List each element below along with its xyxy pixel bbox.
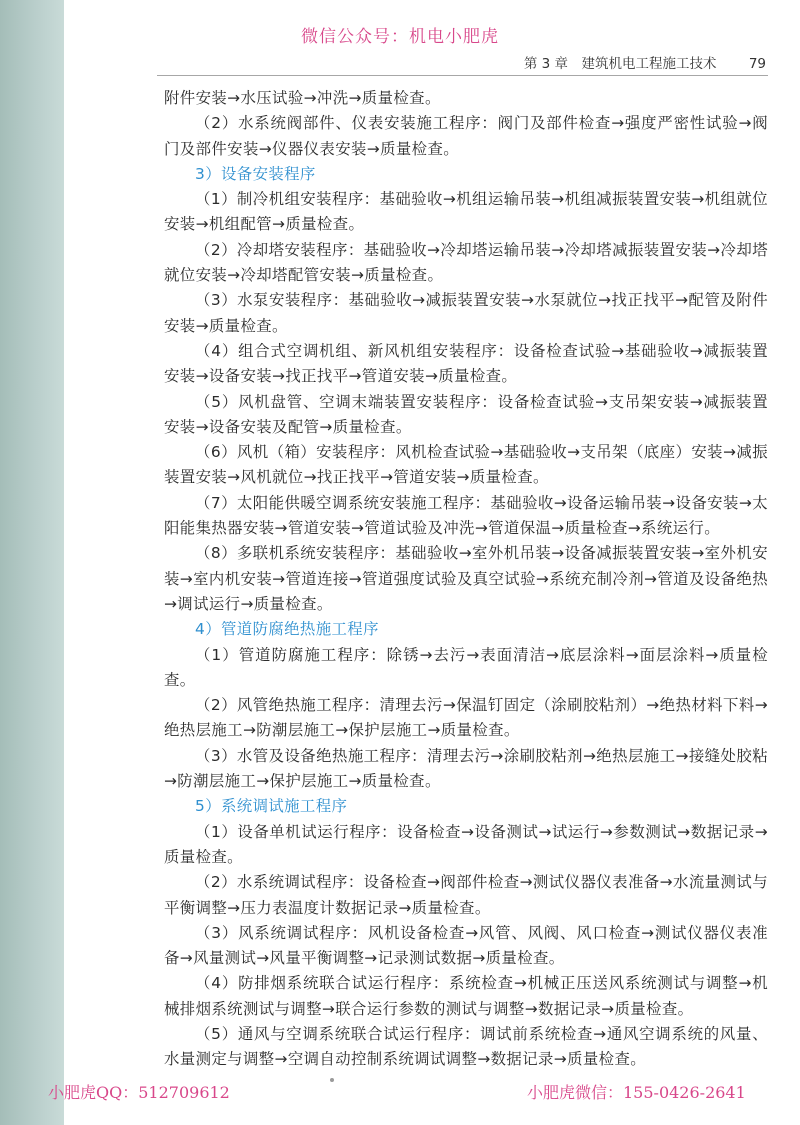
body-paragraph: （1）设备单机试运行程序：设备检查→设备测试→试运行→参数测试→数据记录→质量检查。: [164, 822, 768, 866]
body-paragraph: （5）通风与空调系统联合试运行程序：调试前系统检查→通风空调系统的风量、水量测定与调整→空调自动控制系统调试调整→数据记录→质量检查。: [164, 1024, 768, 1069]
body-paragraph: （2）冷却塔安装程序：基础验收→冷却塔运输吊装→冷却塔减振装置安装→冷却塔就位安装→冷却塔配管安装→质量检查。: [164, 240, 768, 285]
body-paragraph: （2）水系统调试程序：设备检查→阀部件检查→测试仪器仪表准备→水流量测试与平衡调整→压力表温度计数据记录→质量检查。: [164, 873, 768, 917]
body-paragraph: （6）风机（箱）安装程序：风机检查试验→基础验收→支吊架（底座）安装→减振装置安装→风机就位→找正找平→管道安装→质量检查。: [164, 443, 768, 487]
body-paragraph: （3）水管及设备绝热施工程序：清理去污→涂刷胶粘剂→绝热层施工→接缝处胶粘→防潮层施工→保护层施工→质量检查。: [164, 746, 768, 791]
body-paragraph: （3）风系统调试程序：风机设备检查→风管、风阀、风口检查→测试仪器仪表准备→风量测试→风量平衡调整→记录测试数据→质量检查。: [164, 923, 768, 968]
body-paragraph: （2）风管绝热施工程序：清理去污→保温钉固定（涂刷胶粘剂）→绝热材料下料→绝热层施工→防潮层施工→保护层施工→质量检查。: [164, 696, 768, 740]
header-rule: [157, 75, 768, 76]
page-binding-strip: [0, 0, 64, 1125]
chapter-title: 第 3 章 建筑机电工程施工技术: [523, 56, 717, 72]
footer-qq-watermark: 小肥虎QQ：512709612: [48, 1083, 230, 1102]
section-heading: 4）管道防腐绝热施工程序: [195, 620, 379, 639]
section-heading: 3）设备安装程序: [195, 164, 316, 183]
body-paragraph: （5）风机盘管、空调末端装置安装程序：设备检查试验→支吊架安装→减振装置安装→设备安装及配管→质量检查。: [164, 392, 768, 436]
body-paragraph: （2）水系统阀部件、仪表安装施工程序：阀门及部件检查→强度严密性试验→阀门及部件安装→仪器仪表安装→质量检查。: [164, 114, 768, 158]
body-text: [164, 86, 768, 1073]
body-paragraph: （3）水泵安装程序：基础验收→减振装置安装→水泵就位→找正找平→配管及附件安装→质量检查。: [164, 291, 768, 335]
body-paragraph: （4）防排烟系统联合试运行程序：系统检查→机械正压送风系统测试与调整→机械排烟系统测试与调整→联合运行参数的测试与调整→数据记录→质量检查。: [164, 974, 768, 1018]
body-paragraph: （7）太阳能供暖空调系统安装施工程序：基础验收→设备运输吊装→设备安装→太阳能集热器安装→管道安装→管道试验及冲洗→管道保温→质量检查→系统运行。: [164, 493, 768, 538]
body-paragraph: （1）制冷机组安装程序：基础验收→机组运输吊装→机组减振装置安装→机组就位安装→机组配管→质量检查。: [164, 190, 768, 234]
section-heading: 5）系统调试施工程序: [195, 797, 348, 816]
scan-speck: [330, 1078, 334, 1082]
footer-wechat-watermark: 小肥虎微信：155-0426-2641: [527, 1083, 746, 1102]
body-paragraph: （4）组合式空调机组、新风机组安装程序：设备检查试验→基础验收→减振装置安装→设备安装→找正找平→管道安装→质量检查。: [164, 341, 768, 386]
top-watermark: 微信公众号：机电小肥虎: [301, 27, 499, 47]
body-paragraph: 附件安装→水压试验→冲洗→质量检查。: [164, 89, 441, 107]
body-paragraph: （1）管道防腐施工程序：除锈→去污→表面清洁→底层涂料→面层涂料→质量检查。: [164, 645, 768, 689]
body-paragraph: （8）多联机系统安装程序：基础验收→室外机吊装→设备减振装置安装→室外机安装→室内机安装→管道连接→管道强度试验及真空试验→系统充制冷剂→管道及设备绝热→调试运行→质量检查。: [164, 544, 768, 613]
page-number: 79: [748, 56, 766, 72]
running-header: [524, 52, 766, 72]
